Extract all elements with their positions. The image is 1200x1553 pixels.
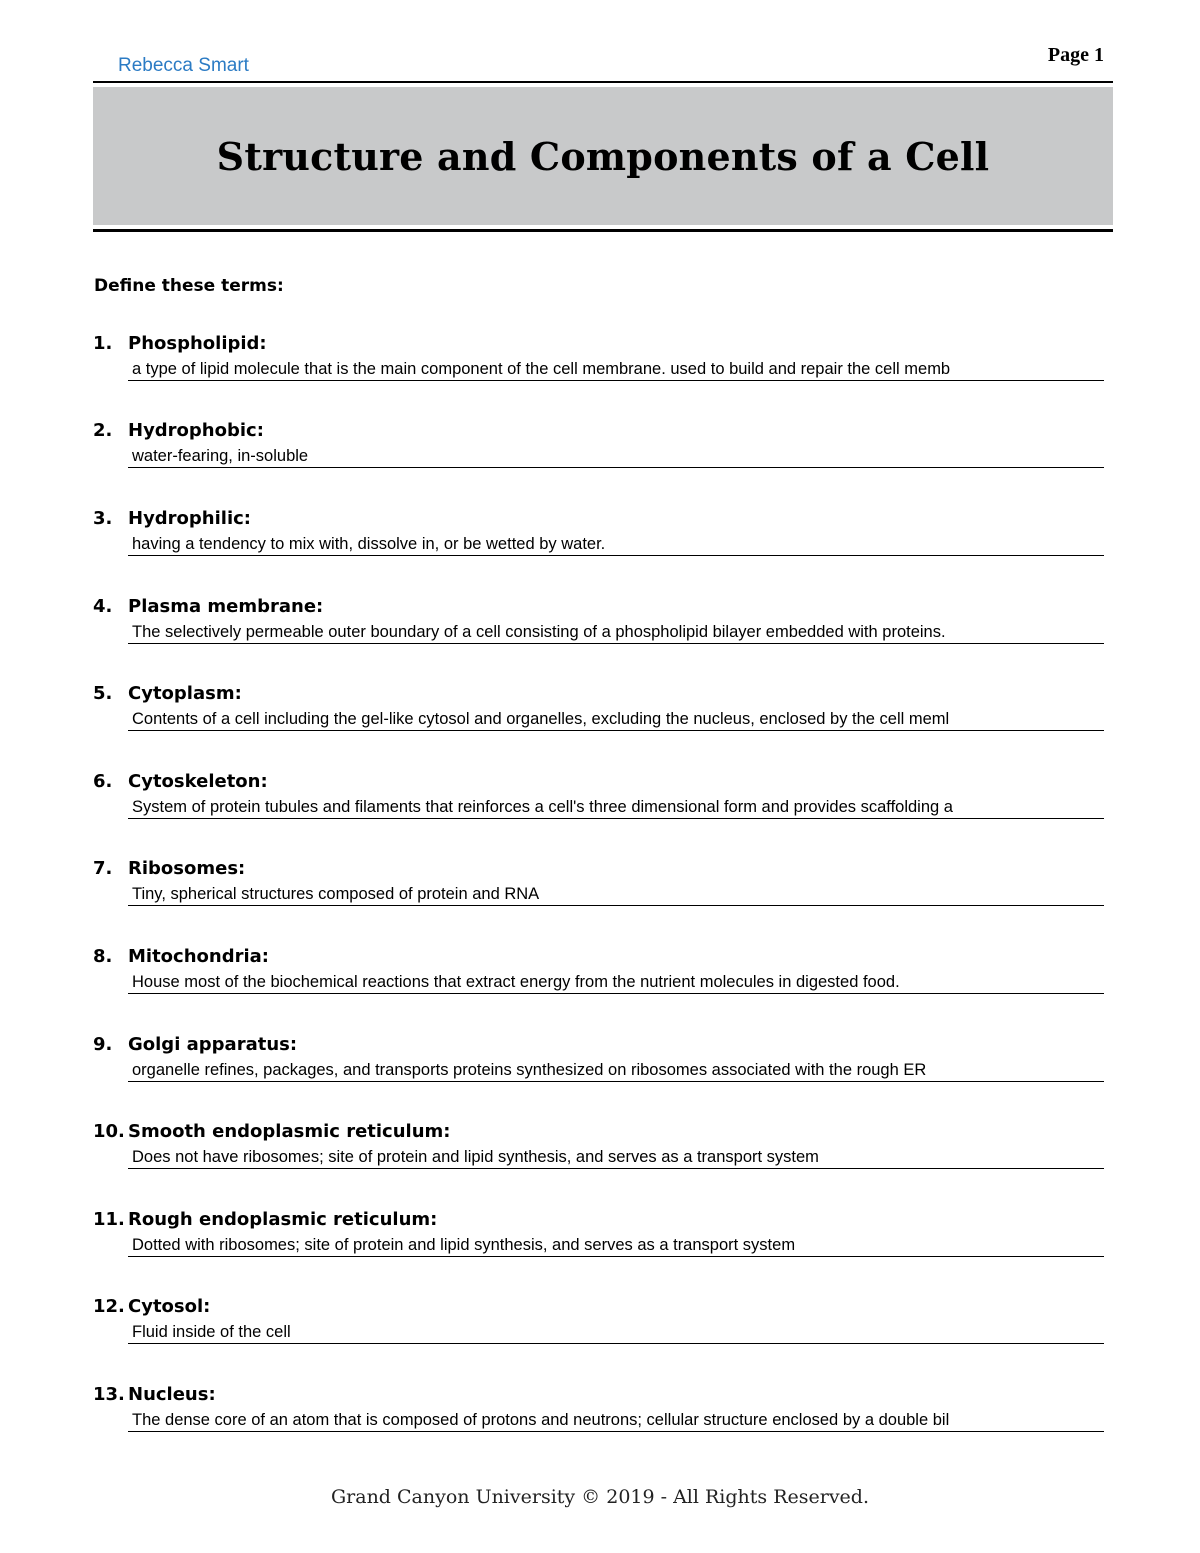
term-item: [0, 1384, 1200, 1448]
student-name: Rebecca Smart: [118, 55, 249, 76]
title-band: [93, 87, 1113, 225]
header-rule-bottom: [93, 229, 1113, 232]
answer-field[interactable]: water-fearing, in-soluble: [128, 446, 1104, 468]
page-number: Page 1: [1047, 44, 1104, 66]
answer-field[interactable]: House most of the biochemical reactions that extract energy from the nutrient molecules in digested food.: [128, 972, 1104, 994]
term-label: Cytoskeleton:: [128, 771, 268, 792]
term-number: 9.: [93, 1034, 113, 1055]
term-number: 4.: [93, 596, 113, 617]
term-label: Hydrophilic:: [128, 508, 252, 529]
term-number: 2.: [93, 420, 113, 441]
answer-field[interactable]: Fluid inside of the cell: [128, 1322, 1104, 1344]
answer-field[interactable]: Tiny, spherical structures composed of protein and RNA: [128, 884, 1104, 906]
answer-field[interactable]: organelle refines, packages, and transports proteins synthesized on ribosomes associated with the rough ER: [128, 1060, 1104, 1082]
answer-field[interactable]: The selectively permeable outer boundary of a cell consisting of a phospholipid bilayer embedded with proteins.: [128, 622, 1104, 644]
answer-field[interactable]: Dotted with ribosomes; site of protein and lipid synthesis, and serves as a transport system: [128, 1235, 1104, 1257]
term-item: [0, 946, 1200, 1010]
term-label: Hydrophobic:: [128, 420, 264, 441]
term-item: [0, 858, 1200, 922]
term-label: Golgi apparatus:: [128, 1034, 298, 1055]
term-number: 5.: [93, 683, 113, 704]
answer-field[interactable]: Contents of a cell including the gel-like cytosol and organelles, excluding the nucleus, enclosed by the cell meml: [128, 709, 1104, 731]
term-label: Rough endoplasmic reticulum:: [128, 1209, 438, 1230]
term-item: [0, 333, 1200, 397]
term-number: 6.: [93, 771, 113, 792]
answer-field[interactable]: System of protein tubules and filaments that reinforces a cell's three dimensional form and provides scaffolding a: [128, 797, 1104, 819]
header-rule-top: [93, 81, 1113, 83]
term-item: [0, 420, 1200, 484]
term-item: [0, 1034, 1200, 1098]
term-label: Mitochondria:: [128, 946, 269, 967]
term-label: Smooth endoplasmic reticulum:: [128, 1121, 451, 1142]
term-number: 8.: [93, 946, 113, 967]
instructions: Define these terms:: [94, 276, 284, 296]
term-number: 13.: [93, 1384, 125, 1405]
term-number: 1.: [93, 333, 113, 354]
term-item: [0, 1209, 1200, 1273]
answer-field[interactable]: a type of lipid molecule that is the main component of the cell membrane. used to build and repair the cell memb: [128, 359, 1104, 381]
term-item: [0, 1121, 1200, 1185]
term-label: Ribosomes:: [128, 858, 246, 879]
term-item: [0, 596, 1200, 660]
term-label: Plasma membrane:: [128, 596, 324, 617]
term-number: 10.: [93, 1121, 125, 1142]
term-item: [0, 1296, 1200, 1360]
term-item: [0, 683, 1200, 747]
term-label: Cytosol:: [128, 1296, 211, 1317]
answer-field[interactable]: having a tendency to mix with, dissolve in, or be wetted by water.: [128, 534, 1104, 556]
term-number: 7.: [93, 858, 113, 879]
footer-copyright: Grand Canyon University © 2019 - All Rights Reserved.: [330, 1486, 870, 1508]
term-label: Phospholipid:: [128, 333, 267, 354]
term-number: 3.: [93, 508, 113, 529]
page-title: Structure and Components of a Cell: [216, 133, 990, 179]
term-item: [0, 508, 1200, 572]
term-number: 11.: [93, 1209, 125, 1230]
term-label: Cytoplasm:: [128, 683, 242, 704]
term-label: Nucleus:: [128, 1384, 216, 1405]
term-number: 12.: [93, 1296, 125, 1317]
answer-field[interactable]: The dense core of an atom that is composed of protons and neutrons; cellular structure enclosed by a double bil: [128, 1410, 1104, 1432]
answer-field[interactable]: Does not have ribosomes; site of protein and lipid synthesis, and serves as a transport system: [128, 1147, 1104, 1169]
term-item: [0, 771, 1200, 835]
